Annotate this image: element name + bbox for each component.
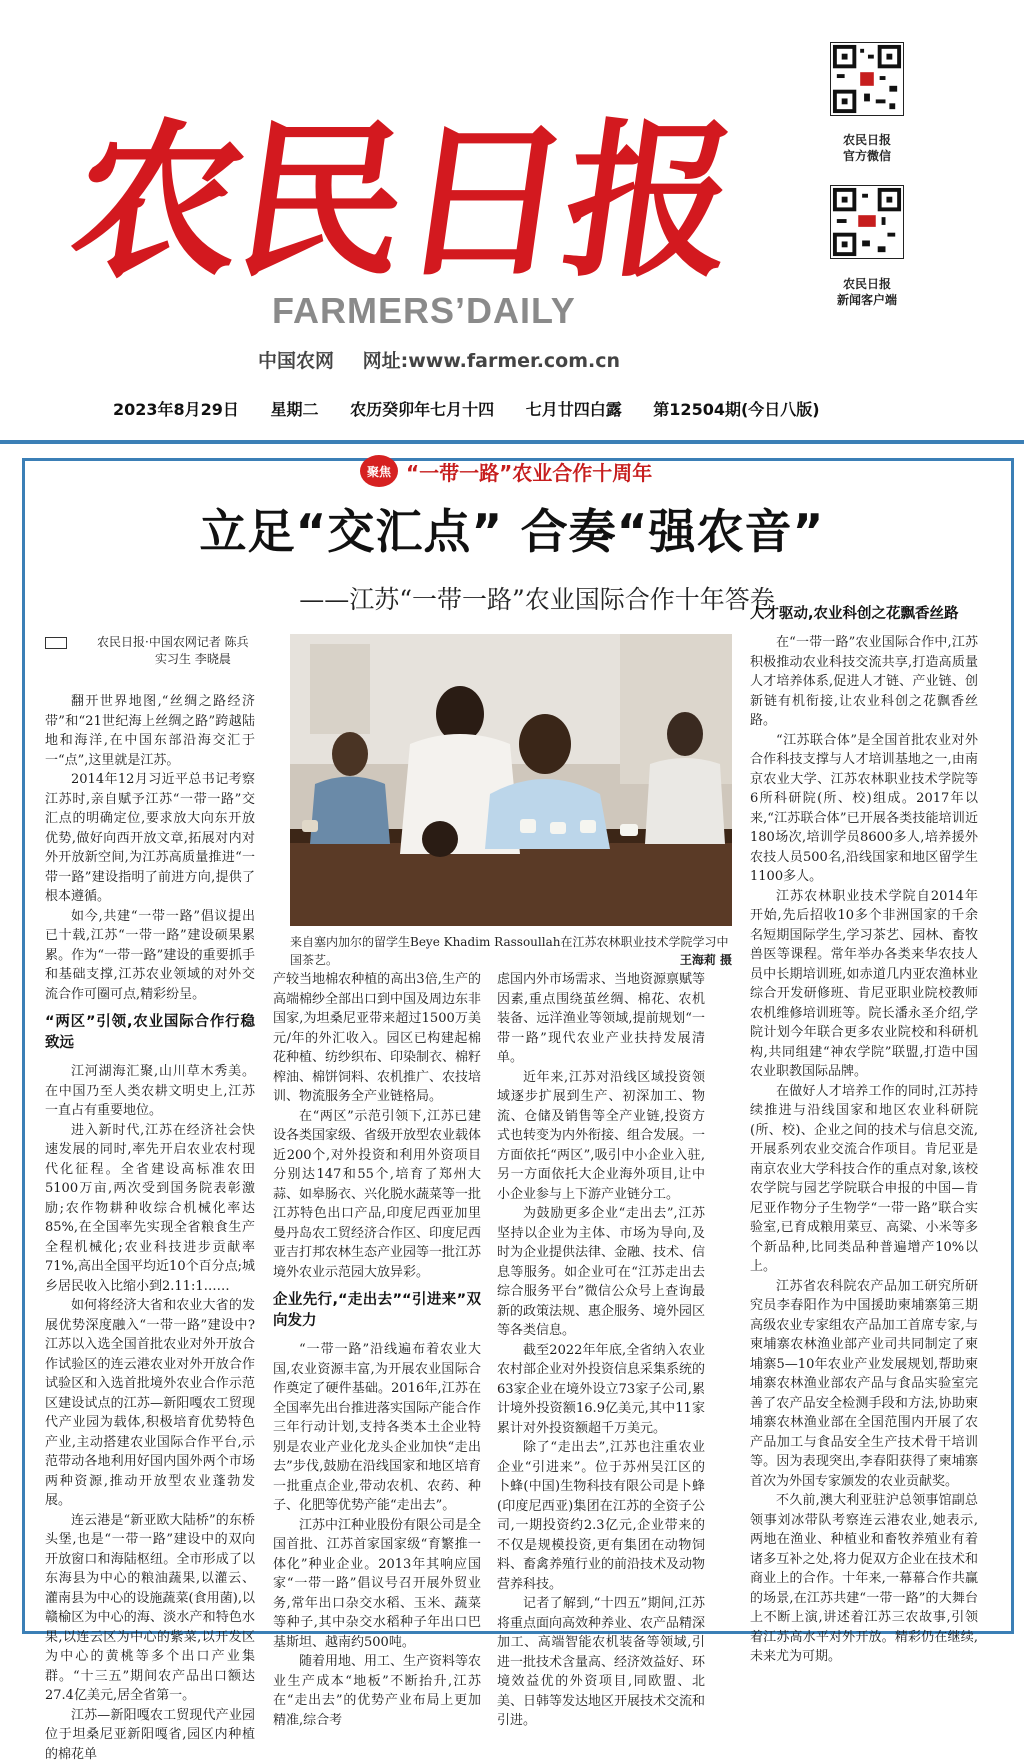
article-column-1 (45, 634, 255, 1619)
site-name: 中国农网 (258, 350, 334, 372)
article-paragraph: 如何将经济大省和农业大省的发展优势深度融入“一带一路”建设中?江苏以入选全国首批农业对外开放合作试验区的连云港农业对外开放合作试验区和入选首批境外农业合作示范区建设试点的江苏—新阳嘎农工贸现代产业园为载体,积极培育优势特色产业,主动搭建农业国际合作平台,示范带动各地利用好国内国外两个市场两种资源,推动开放型农业蓬勃发展。 (45, 1296, 255, 1511)
section-heading: 企业先行,“走出去”“引进来”双向发力 (273, 1290, 481, 1332)
article-paragraph: 截至2022年年底,全省纳入农业农村部企业对外投资信息采集系统的63家企业在境外设立73家子公司,累计境外投资额16.9亿美元,其中11家累计对外投资额超千万美元。 (497, 1341, 705, 1439)
article-paragraph: 随着用地、用工、生产资料等农业生产成本“地板”不断抬升,江苏在“走出去”的优势产业布局上更加精准,综合考 (273, 1652, 481, 1730)
headline: 立足“交汇点” 合奏“强农音” (0, 495, 1024, 562)
article-paragraph: 虑国内外市场需求、当地资源禀赋等因素,重点围绕茧丝绸、棉花、农机装备、远洋渔业等领域,提前规划“一带一路”现代农业产业扶持发展清单。 (497, 970, 705, 1068)
date-line (113, 397, 846, 420)
article-paragraph: 2014年12月习近平总书记考察江苏时,亲自赋予江苏“一带一路”交汇点的明确定位,要求放大向东开放优势,做好向西开放文章,拓展对内对外开放新空间,为江苏高质量推进“一带一路”建设指明了前进方向,提供了根本遵循。 (45, 770, 255, 907)
issue-weekday: 星期二 (271, 400, 319, 419)
article-paragraph: 除了“走出去”,江苏也注重农业企业“引进来”。位于苏州吴江区的卜蜂(中国)生物科技有限公司是卜蜂(印度尼西亚)集团在江苏的全资子公司,一期投资约2.3亿元,企业带来的不仅是规模投资,更有集团在动物饲料、畜禽养殖行业的前沿技术及动物营养科技。 (497, 1438, 705, 1594)
article-paragraph: 为鼓励更多企业“走出去”,江苏坚持以企业为主体、市场为导向,及时为企业提供法律、金融、技术、信息等服务。如企业可在“江苏走出去综合服务平台”微信公众号上查询最新的政策法规、惠企服务、境外园区等各类信息。 (497, 1204, 705, 1341)
qr-code-icon (830, 185, 904, 259)
qr-label-app: 农民日报 新闻客户端 (812, 276, 922, 308)
article-paragraph: “江苏联合体”是全国首批农业对外合作科技支撑与人才培训基地之一,由南京农业大学、江苏农林职业技术学院等6所科研院(所、校)组成。2017年以来,“江苏联合体”已开展各类技能培训近180场次,培训学员8600多人,培养援外农技人员500名,沿线国家和地区留学生1100多人。 (750, 731, 978, 887)
photo-caption: 来自塞内加尔的留学生Beye Khadim Rassoullah在江苏农林职业技术学院学习中国茶艺。 王海莉 摄 (290, 933, 732, 969)
photo-credit: 王海莉 摄 (680, 951, 732, 969)
article-photo (290, 634, 732, 926)
article-paragraph: 在“一带一路”农业国际合作中,江苏积极推动农业科技交流共享,打造高质量人才培养体系,促进人才链、产业链、创新链有机衔接,让农业科创之花飘香丝路。 (750, 633, 978, 731)
article-paragraph: 江苏中江种业股份有限公司是全国首批、江苏首家国家级“育繁推一体化”种业企业。2013年其响应国家“一带一路”倡议号召开展外贸业务,常年出口杂交水稻、玉米、蔬菜等种子,其中杂交水稻种子年出口巴基斯坦、越南约500吨。 (273, 1516, 481, 1653)
section-heading: 人才驱动,农业科创之花飘香丝路 (750, 604, 978, 625)
article-paragraph: 如今,共建“一带一路”倡议提出已十载,江苏“一带一路”建设硕果累累。作为“一带一路”建设的重要抓手和基础支撑,江苏农业领域的对外交流合作可圈可点,精彩纷呈。 (45, 907, 255, 1005)
qr-code-icon (830, 42, 904, 116)
article-column-2 (273, 970, 481, 1620)
masthead (0, 0, 1024, 440)
article-paragraph: 江苏—新阳嘎农工贸现代产业园位于坦桑尼亚新阳嘎省,园区内种植的棉花单 (45, 1706, 255, 1764)
byline-mark-icon (45, 637, 67, 649)
solar-term: 七月廿四白露 (526, 400, 622, 419)
site-line (258, 346, 642, 373)
issue-date: 2023年8月29日 (113, 400, 239, 419)
article-column-3 (497, 970, 705, 1620)
site-url[interactable]: 网址:www.farmer.com.cn (363, 350, 620, 372)
lunar-date: 农历癸卯年七月十四 (350, 400, 494, 419)
article-paragraph: 连云港是“新亚欧大陆桥”的东桥头堡,也是“一带一路”建设中的双向开放窗口和海陆枢纽。全市形成了以东海县为中心的粮油蔬果,以灌云、灌南县为中心的设施蔬菜(食用菌),以赣榆区为中心的海、淡水产和特色水果,以连云区为中心的紫菜,以开发区为中心的黄桃等多个出口产业集群。“十三五”期间农产品出口额达27.4亿美元,居全省第一。 (45, 1511, 255, 1706)
subheadline: ——江苏“一带一路”农业国际合作十年答卷 (0, 580, 1024, 616)
article-paragraph: 近年来,江苏对沿线区域投资领域逐步扩展到生产、初深加工、物流、仓储及销售等全产业链,投资方式也转变为内外衔接、组合发展。一方面依托“两区”,吸引中小企业入驻,另一方面依托大企业海外项目,让中小企业参与上下游产业链分工。 (497, 1068, 705, 1205)
kicker (360, 455, 652, 487)
byline: 农民日报·中国农网记者 陈兵 实习生 李晓晨 (45, 634, 255, 668)
masthead-logo (100, 20, 750, 305)
article-paragraph: 江河湖海汇聚,山川草木秀美。在中国乃至人类农耕文明史上,江苏一直占有重要地位。 (45, 1062, 255, 1121)
article-paragraph: 江苏农林职业技术学院自2014年开始,先后招收10多个非洲国家的千余名短期国际学生,学习茶艺、园林、畜牧兽医等课程。常年举办各类来华农技人员中长期培训班,如赤道几内亚农渔林业综合开发研修班、肯尼亚职业院校教师农机维修培训班等。院长潘永圣介绍,学院计划今年联合更多农业院校和科研机构,共同组建“神农学院”联盟,打造中国农业职教国际品牌。 (750, 887, 978, 1082)
article-paragraph: 在做好人才培养工作的同时,江苏持续推进与沿线国家和地区农业科研院(所、校)、企业之间的技术与信息交流,开展系列农业交流合作项目。肯尼亚是南京农业大学科技合作的重点对象,该校农学院与园艺学院联合申报的中国—肯尼亚作物分子生物学“一带一路”联合实验室,已育成粮用菜豆、高粱、小米等多个新品种,比同类品种普遍增产10%以上。 (750, 1082, 978, 1277)
issue-number: 第12504期(今日八版) (653, 400, 819, 419)
article-column-4 (750, 604, 978, 1620)
qr-label-wechat: 农民日报 官方微信 (812, 132, 922, 164)
section-heading: “两区”引领,农业国际合作行稳致远 (45, 1012, 255, 1054)
article-paragraph: 进入新时代,江苏在经济社会快速发展的同时,率先开启农业农村现代化征程。全省建设高标准农田5100万亩,两次受到国务院表彰激励;农作物耕种收综合机械化率达85%,在全国率先实现全省粮食生产全程机械化;农业科技进步贡献率71%,高出全国平均近10个百分点;城乡居民收入比缩小到2.11:1…… (45, 1121, 255, 1297)
article-paragraph: 在“两区”示范引领下,江苏已建设各类国家级、省级开放型农业载体近200个,对外投资和利用外资项目分别达147和55个,培育了郑州大蒜、如皋肠衣、兴化脱水蔬菜等一批江苏特色出口产品,印度尼西亚加里曼丹岛农工贸经济合作区、印度尼西亚吉打邦农林生态产业园等一批江苏境外农业示范园大放异彩。 (273, 1107, 481, 1283)
focus-badge-icon: 聚焦 (360, 455, 398, 487)
article-paragraph: 不久前,澳大利亚驻沪总领事馆副总领事刘冰带队考察连云港农业,她表示,两地在渔业、种植业和畜牧养殖业有着诸多互补之处,将力促双方企业在技术和商业上的合作。十年来,一幕幕合作共赢的场景,在江苏共建“一带一路”的大舞台上不断上演,讲述着江苏三农故事,引领着江苏高水平对外开放。精彩仍在继续,未来尤为可期。 (750, 1491, 978, 1667)
article-paragraph: “一带一路”沿线遍布着农业大国,农业资源丰富,为开展农业国际合作奠定了硬件基础。2016年,江苏在全国率先出台推进落实国际产能合作三年行动计划,支持各类本土企业特别是农业产业化龙头企业加快“走出去”步伐,鼓励在沿线国家和地区培育一批重点企业,带动农机、农药、种子、化肥等优势产能“走出去”。 (273, 1340, 481, 1516)
svg-text:农民日报: 农民日报 (61, 102, 745, 300)
kicker-text: “一带一路”农业合作十周年 (406, 457, 652, 486)
masthead-rule (0, 440, 1024, 444)
article-paragraph: 翻开世界地图,“丝绸之路经济带”和“21世纪海上丝绸之路”跨越陆地和海洋,在中国东部沿海交汇于一“点”,这里就是江苏。 (45, 692, 255, 770)
masthead-english-title: FARMERS’DAILY (272, 290, 576, 332)
article-paragraph: 江苏省农科院农产品加工研究所研究员李春阳作为中国援助柬埔寨第三期高级农业专家组农产品加工首席专家,与柬埔寨农林渔业部产业司共同制定了柬埔寨5—10年农业产业发展规划,帮助柬埔寨农林渔业部农产品与食品实验室完善了农产品安全检测手段和方法,协助柬埔寨农林渔业部在全国范围内开展了农产品加工与食品安全生产技术骨干培训等。因为表现突出,李春阳获得了柬埔寨首次为外国专家颁发的农业贡献奖。 (750, 1277, 978, 1492)
article-paragraph: 产较当地棉农种植的高出3倍,生产的高端棉纱全部出口到中国及周边东非国家,为坦桑尼亚带来超过1500万美元/年的外汇收入。园区已构建起棉花种植、纺纱织布、印染制衣、棉籽榨油、棉饼饲料、农机推广、农技培训、物流服务全产业链格局。 (273, 970, 481, 1107)
article-paragraph: 记者了解到,“十四五”期间,江苏将重点面向高效种养业、农产品精深加工、高端智能农机装备等领域,引进一批技术含量高、经济效益好、环境效益优的外资项目,同欧盟、北美、日韩等发达地区开展技术交流和引进。 (497, 1594, 705, 1731)
